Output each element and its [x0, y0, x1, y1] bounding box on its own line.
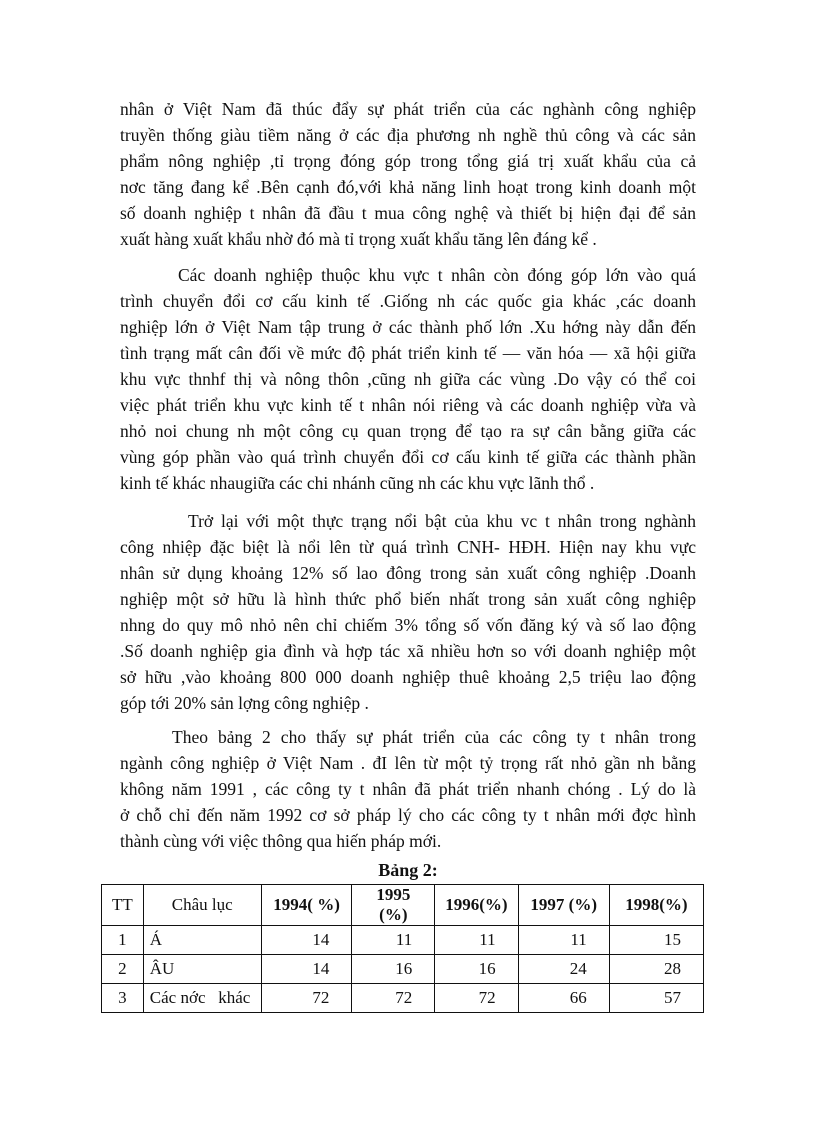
- table-cell: Á: [143, 926, 261, 955]
- table-cell: 24: [518, 955, 609, 984]
- table-row: [102, 926, 704, 955]
- text-line: nhân ở Việt Nam đã thúc đẩy sự phát triển của các nghành công nghiệp: [120, 99, 696, 119]
- text-line: số doanh nghiệp t nhân đã đầu t mua công nghệ và thiết bị hiện đại để sản: [120, 203, 696, 223]
- text-line: nghiệp lớn ở Việt Nam tập trung ở các thành phố lớn .Xu hớng này dẫn đến: [120, 317, 696, 337]
- table-cell: 72: [352, 984, 435, 1013]
- text-line: nhỏ noi chung nh một công cụ quan trọng để tạo ra sự cân bằng giữa các: [120, 421, 696, 441]
- table-row: [102, 984, 704, 1013]
- table-cell: Các nớc khác: [143, 984, 261, 1013]
- text-line: việc phát triển khu vực kinh tế t nhân nói riêng và các doanh nghiệp vừa và: [120, 395, 696, 415]
- text-line: Các doanh nghiệp thuộc khu vực t nhân còn đóng góp lớn vào quá: [178, 265, 696, 285]
- table-row: [102, 955, 704, 984]
- table-cell: 14: [261, 955, 352, 984]
- text-line: xuất hàng xuất khẩu nhờ đó mà tỉ trọng xuất khẩu tăng lên đáng kể .: [120, 229, 597, 249]
- text-line: nhân sử dụng khoảng 12% số lao đông trong sản xuất công nghiệp .Doanh: [120, 563, 696, 583]
- table-cell: 15: [609, 926, 703, 955]
- table-cell: 11: [352, 926, 435, 955]
- table-cell: ÂU: [143, 955, 261, 984]
- text-line: trình chuyển đổi cơ cấu kinh tế .Giống nh các quốc gia khác ,các doanh: [120, 291, 696, 311]
- table-cell: 16: [352, 955, 435, 984]
- text-line: truyền thống giàu tiềm năng ở các địa phương nh nghề thủ công và các sản: [120, 125, 696, 145]
- table-cell: 72: [261, 984, 352, 1013]
- text-line: không năm 1991 , các công ty t nhân đã phát triển nhanh chóng . Lý do là: [120, 779, 696, 799]
- text-line: góp tới 20% sản lợng công nghiệp .: [120, 693, 369, 713]
- text-line: sở hữu ,vào khoảng 800 000 doanh nghiệp thuê khoảng 2,5 triệu lao động: [120, 667, 696, 687]
- table-cell: 14: [261, 926, 352, 955]
- table-cell: 16: [435, 955, 518, 984]
- table-caption: Bảng 2:: [378, 860, 438, 880]
- table-cell: 11: [518, 926, 609, 955]
- table-cell: 66: [518, 984, 609, 1013]
- text-line: ngành công nghiệp ở Việt Nam . đI lên từ một tỷ trọng rất nhỏ gần nh bằng: [120, 753, 696, 773]
- text-line: thành cùng với việc thông qua hiến pháp mới.: [120, 831, 442, 851]
- text-line: khu vực thnhf thị và nông thôn ,cũng nh giữa các vùng .Do vậy có thể coi: [120, 369, 696, 389]
- data-table: [101, 884, 704, 1013]
- table-cell: 57: [609, 984, 703, 1013]
- header-cell: TT: [102, 885, 144, 926]
- header-cell: 1994( %): [261, 885, 352, 926]
- table-cell: 72: [435, 984, 518, 1013]
- header-cell: 1998(%): [609, 885, 703, 926]
- text-line: Trở lại với một thực trạng nổi bật của khu vc t nhân trong nghành: [188, 511, 696, 531]
- text-line: công nhiệp đặc biệt là nổi lên từ quá trình CNH- HĐH. Hiện nay khu vực: [120, 537, 696, 557]
- table-cell: 11: [435, 926, 518, 955]
- header-cell: Châu lục: [143, 885, 261, 926]
- text-line: vùng góp phần vào quá trình chuyển đổi cơ cấu kinh tế giữa các thành phần: [120, 447, 696, 467]
- text-line: nghiệp một sở hữu là hình thức phổ biến nhất trong sản xuất công nghiệp: [120, 589, 696, 609]
- text-line: kinh tế khác nhaugiữa các chi nhánh cũng nh các khu vực lãnh thổ .: [120, 473, 595, 493]
- table-cell: 2: [102, 955, 144, 984]
- text-line: ở chỗ chỉ đến năm 1992 cơ sở pháp lý cho các công ty t nhân mới đợc hình: [120, 805, 696, 825]
- text-line: tình trạng mất cân đối về mức độ phát triển kinh tế — văn hóa — xã hội giữa: [120, 343, 696, 363]
- table-cell: 28: [609, 955, 703, 984]
- text-line: nơc tăng đang kể .Bên cạnh đó,với khả năng linh hoạt trong kinh doanh một: [120, 177, 696, 197]
- table-header-row: [102, 885, 704, 926]
- table-cell: 1: [102, 926, 144, 955]
- text-line: Theo bảng 2 cho thấy sự phát triển của các công ty t nhân trong: [172, 727, 696, 747]
- text-line: nhng do quy mô nhỏ nên chỉ chiếm 3% tổng số vốn đăng ký và số lao động: [120, 615, 696, 635]
- header-cell: 1997 (%): [518, 885, 609, 926]
- header-cell: 1995 (%): [352, 885, 435, 926]
- text-line: .Số doanh nghiệp gia đình và hợp tác xã nhiều hơn so với doanh nghiệp một: [120, 641, 696, 661]
- text-line: phẩm nông nghiệp ,tỉ trọng đóng góp trong tổng giá trị xuất khẩu của cả: [120, 151, 696, 171]
- table-cell: 3: [102, 984, 144, 1013]
- header-cell: 1996(%): [435, 885, 518, 926]
